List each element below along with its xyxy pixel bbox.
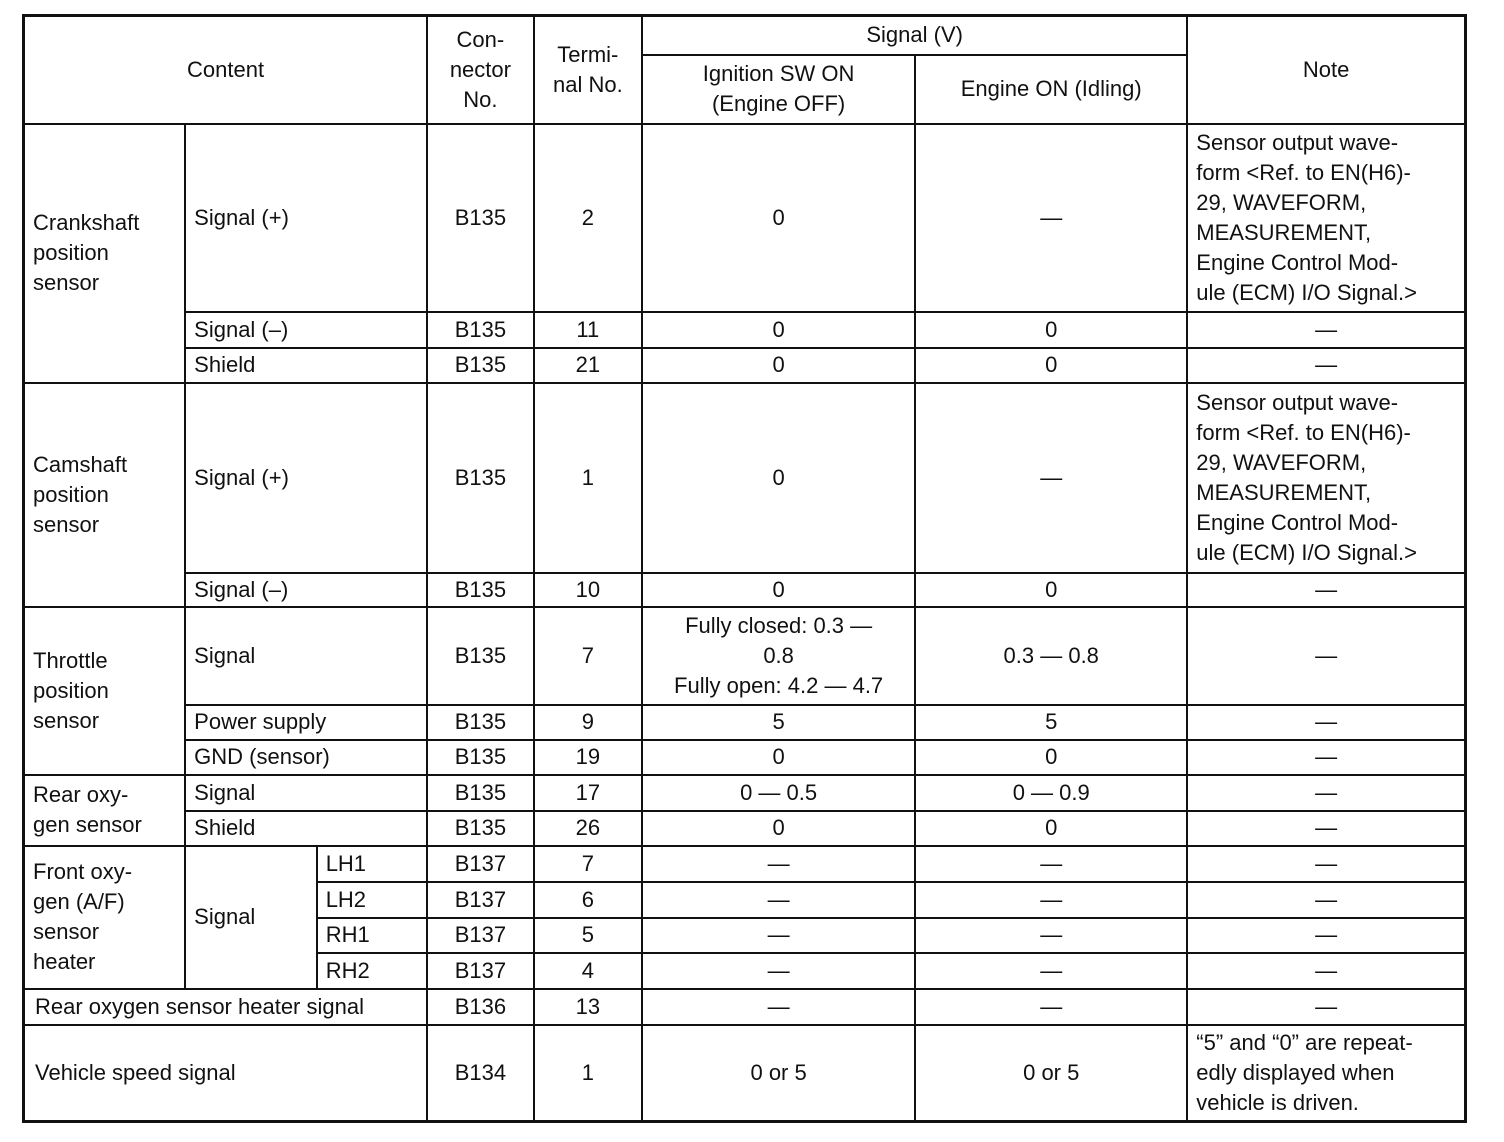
row-item: Shield — [185, 811, 427, 846]
row-ignition-value: 0 — [642, 124, 915, 312]
table-row — [24, 312, 1466, 348]
group-rear-oxygen-sensor: Rear oxy- gen sensor — [24, 775, 186, 846]
row-engine-value: — — [915, 882, 1187, 918]
table-row — [24, 1025, 1466, 1122]
row-engine-value: 0 — [915, 312, 1187, 348]
row-item: LH1 — [317, 846, 427, 882]
row-connector: B135 — [427, 705, 533, 740]
row-note: — — [1187, 846, 1465, 882]
row-connector: B135 — [427, 348, 533, 383]
row-item: Signal (+) — [185, 383, 427, 573]
row-note: — — [1187, 953, 1465, 989]
row-note: — — [1187, 918, 1465, 953]
table-row — [24, 124, 1466, 312]
group-front-oxygen-signal: Signal — [185, 846, 317, 989]
row-connector: B135 — [427, 607, 533, 705]
header-terminal-no: Termi- nal No. — [534, 16, 642, 124]
row-connector: B135 — [427, 775, 533, 811]
row-ignition-value: 0 — [642, 811, 915, 846]
row-terminal: 1 — [534, 1025, 642, 1122]
row-ignition-value: 5 — [642, 705, 915, 740]
row-note: — — [1187, 882, 1465, 918]
header-note: Note — [1187, 16, 1465, 124]
row-item: Power supply — [185, 705, 427, 740]
group-camshaft-position-sensor: Camshaft position sensor — [24, 383, 186, 607]
row-engine-value: 0.3 — 0.8 — [915, 607, 1187, 705]
row-engine-value: 5 — [915, 705, 1187, 740]
row-terminal: 7 — [534, 846, 642, 882]
row-ignition-value: — — [642, 846, 915, 882]
row-connector: B135 — [427, 383, 533, 573]
row-note: — — [1187, 775, 1465, 811]
row-connector: B137 — [427, 953, 533, 989]
row-engine-value: 0 — [915, 348, 1187, 383]
row-item: RH1 — [317, 918, 427, 953]
header-signal-v: Signal (V) — [642, 16, 1187, 55]
row-ignition-value: 0 — [642, 740, 915, 775]
row-connector: B134 — [427, 1025, 533, 1122]
table-row — [24, 989, 1466, 1025]
group-crankshaft-position-sensor: Crankshaft position sensor — [24, 124, 186, 383]
row-ignition-value: — — [642, 953, 915, 989]
row-engine-value: 0 — [915, 573, 1187, 607]
row-ignition-value: 0 or 5 — [642, 1025, 915, 1122]
row-ignition-value: 0 — 0.5 — [642, 775, 915, 811]
row-terminal: 10 — [534, 573, 642, 607]
ecm-io-signal-table — [22, 14, 1467, 1123]
group-front-oxygen-af-sensor-heater: Front oxy- gen (A/F) sensor heater — [24, 846, 186, 989]
row-engine-value: — — [915, 124, 1187, 312]
row-item: RH2 — [317, 953, 427, 989]
row-note: — — [1187, 740, 1465, 775]
table-row — [24, 740, 1466, 775]
row-note: — — [1187, 989, 1465, 1025]
row-item: Signal — [185, 607, 427, 705]
header-connector-no: Con- nector No. — [427, 16, 533, 124]
row-terminal: 11 — [534, 312, 642, 348]
row-engine-value: 0 — [915, 740, 1187, 775]
row-connector: B135 — [427, 573, 533, 607]
row-connector: B135 — [427, 811, 533, 846]
row-ignition-value: — — [642, 918, 915, 953]
row-ignition-value: 0 — [642, 312, 915, 348]
row-terminal: 21 — [534, 348, 642, 383]
row-note: — — [1187, 811, 1465, 846]
row-item: Rear oxygen sensor heater signal — [24, 989, 428, 1025]
row-note: — — [1187, 607, 1465, 705]
row-ignition-value: — — [642, 989, 915, 1025]
row-connector: B135 — [427, 124, 533, 312]
row-engine-value: — — [915, 918, 1187, 953]
row-note: — — [1187, 348, 1465, 383]
table-row — [24, 348, 1466, 383]
row-item: Vehicle speed signal — [24, 1025, 428, 1122]
row-connector: B136 — [427, 989, 533, 1025]
row-terminal: 6 — [534, 882, 642, 918]
header-row-1 — [24, 16, 1466, 55]
row-item: Shield — [185, 348, 427, 383]
table-row — [24, 573, 1466, 607]
row-terminal: 4 — [534, 953, 642, 989]
row-connector: B135 — [427, 312, 533, 348]
row-connector: B137 — [427, 846, 533, 882]
row-engine-value: — — [915, 989, 1187, 1025]
row-note: Sensor output wave- form <Ref. to EN(H6)- 29, WAVEFORM, MEASUREMENT, Engine Control Mod- ule (ECM) I/O Signal.> — [1187, 124, 1465, 312]
row-terminal: 2 — [534, 124, 642, 312]
row-engine-value: — — [915, 953, 1187, 989]
row-connector: B135 — [427, 740, 533, 775]
row-item: LH2 — [317, 882, 427, 918]
row-note: — — [1187, 705, 1465, 740]
row-note: “5” and “0” are repeat- edly displayed when vehicle is driven. — [1187, 1025, 1465, 1122]
row-note: — — [1187, 312, 1465, 348]
row-terminal: 1 — [534, 383, 642, 573]
header-engine-on: Engine ON (Idling) — [915, 55, 1187, 124]
row-engine-value: — — [915, 846, 1187, 882]
header-content: Content — [24, 16, 428, 124]
row-terminal: 26 — [534, 811, 642, 846]
row-terminal: 13 — [534, 989, 642, 1025]
table-row — [24, 383, 1466, 573]
row-terminal: 17 — [534, 775, 642, 811]
row-engine-value: 0 — 0.9 — [915, 775, 1187, 811]
table-row — [24, 775, 1466, 811]
table-row — [24, 846, 1466, 882]
row-item: Signal (–) — [185, 573, 427, 607]
header-ignition-sw-on: Ignition SW ON (Engine OFF) — [642, 55, 915, 124]
row-engine-value: — — [915, 383, 1187, 573]
row-item: Signal — [185, 775, 427, 811]
row-engine-value: 0 — [915, 811, 1187, 846]
table-row — [24, 811, 1466, 846]
row-ignition-value: 0 — [642, 348, 915, 383]
row-connector: B137 — [427, 918, 533, 953]
row-terminal: 7 — [534, 607, 642, 705]
group-throttle-position-sensor: Throttle position sensor — [24, 607, 186, 775]
row-item: Signal (+) — [185, 124, 427, 312]
row-ignition-value: 0 — [642, 573, 915, 607]
row-note: Sensor output wave- form <Ref. to EN(H6)- 29, WAVEFORM, MEASUREMENT, Engine Control Mod- ule (ECM) I/O Signal.> — [1187, 383, 1465, 573]
row-ignition-value: 0 — [642, 383, 915, 573]
table-row — [24, 705, 1466, 740]
row-engine-value: 0 or 5 — [915, 1025, 1187, 1122]
row-terminal: 9 — [534, 705, 642, 740]
table-row — [24, 607, 1466, 705]
row-ignition-value: Fully closed: 0.3 — 0.8 Fully open: 4.2 — 4.7 — [642, 607, 915, 705]
row-terminal: 5 — [534, 918, 642, 953]
row-item: GND (sensor) — [185, 740, 427, 775]
row-item: Signal (–) — [185, 312, 427, 348]
row-ignition-value: — — [642, 882, 915, 918]
row-note: — — [1187, 573, 1465, 607]
row-connector: B137 — [427, 882, 533, 918]
row-terminal: 19 — [534, 740, 642, 775]
